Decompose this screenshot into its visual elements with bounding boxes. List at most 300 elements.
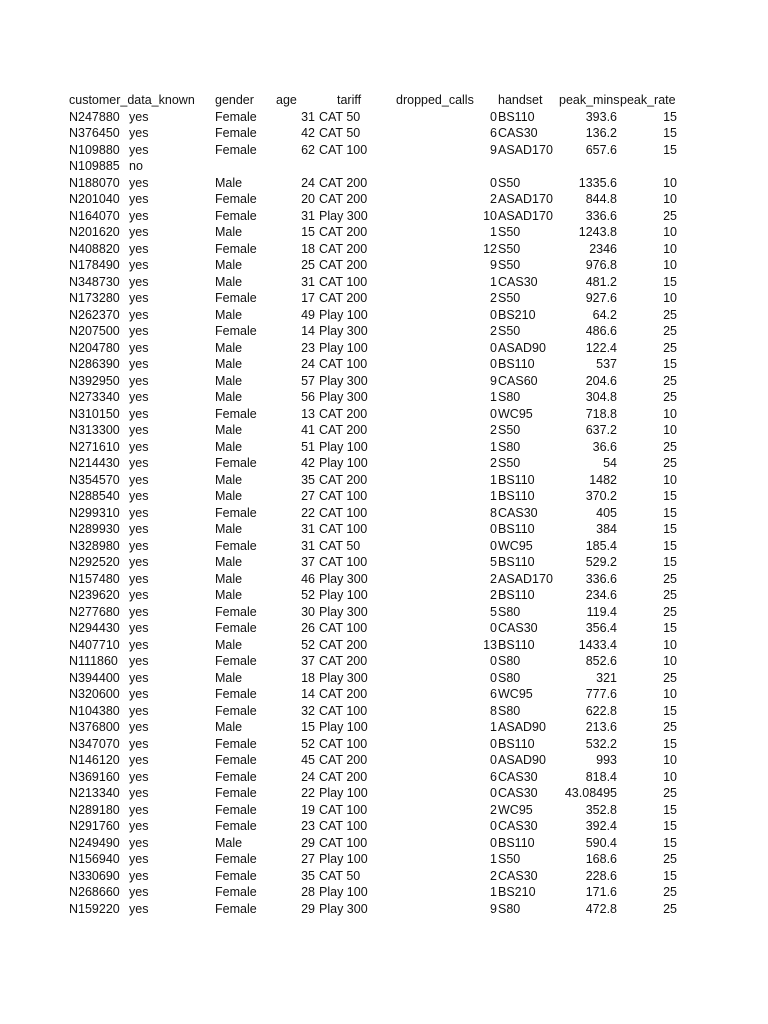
cell-peak-mins: 852.6 xyxy=(585,654,617,668)
cell-peak-mins: 818.4 xyxy=(585,769,617,784)
cell-tariff: CAT 200 xyxy=(319,753,368,767)
table-row xyxy=(0,406,768,423)
cell-data-known: yes xyxy=(129,126,149,140)
cell-data-known: yes xyxy=(129,324,149,338)
cell-peak-rate: 15 xyxy=(663,555,677,569)
cell-tariff: CAT 100 xyxy=(319,357,368,371)
cell-dropped-calls: 2 xyxy=(490,571,497,586)
table-row xyxy=(0,884,768,901)
cell-dropped-calls: 1 xyxy=(490,489,497,503)
cell-peak-mins: 993 xyxy=(596,753,617,767)
cell-dropped-calls: 6 xyxy=(490,126,497,140)
cell-gender: Female xyxy=(215,654,257,668)
cell-peak-mins: 622.8 xyxy=(585,703,617,718)
cell-gender: Female xyxy=(215,324,257,338)
cell-data-known: yes xyxy=(129,621,149,635)
cell-peak-mins: 1482 xyxy=(589,472,617,487)
cell-data-known: yes xyxy=(129,885,149,899)
cell-dropped-calls: 2 xyxy=(490,802,497,817)
cell-dropped-calls: 2 xyxy=(490,423,497,437)
cell-gender: Male xyxy=(215,670,243,685)
cell-gender: Male xyxy=(215,637,243,652)
cell-handset: S80 xyxy=(498,604,521,619)
cell-handset: S80 xyxy=(498,654,521,668)
cell-gender: Female xyxy=(215,406,257,421)
cell-customer-id: N111860 xyxy=(69,654,118,668)
cell-peak-rate: 25 xyxy=(663,885,677,899)
cell-tariff: CAT 100 xyxy=(319,736,368,751)
cell-peak-mins: 43.08495 xyxy=(564,786,617,800)
cell-gender: Female xyxy=(215,505,257,520)
cell-customer-id: N330690 xyxy=(69,868,120,883)
cell-dropped-calls: 5 xyxy=(490,555,497,569)
cell-dropped-calls: 0 xyxy=(490,670,497,685)
cell-peak-rate: 15 xyxy=(663,274,677,289)
cell-customer-id: N188070 xyxy=(69,175,120,190)
cell-peak-rate: 25 xyxy=(663,720,677,734)
cell-dropped-calls: 0 xyxy=(490,522,497,536)
table-row xyxy=(0,224,768,241)
cell-dropped-calls: 0 xyxy=(490,621,497,635)
cell-tariff: CAT 200 xyxy=(319,192,368,206)
cell-peak-rate: 10 xyxy=(663,175,677,190)
cell-dropped-calls: 2 xyxy=(490,588,497,602)
cell-peak-mins: 529.2 xyxy=(585,555,617,569)
cell-dropped-calls: 9 xyxy=(490,373,497,388)
cell-dropped-calls: 1 xyxy=(490,274,497,289)
cell-peak-mins: 486.6 xyxy=(585,324,617,338)
table-row xyxy=(0,422,768,439)
cell-tariff: CAT 100 xyxy=(319,555,368,569)
cell-gender: Male xyxy=(215,340,243,355)
cell-tariff: CAT 100 xyxy=(319,835,368,850)
cell-customer-id: N268660 xyxy=(69,885,120,899)
cell-age: 31 xyxy=(301,522,315,536)
cell-handset: S50 xyxy=(498,423,521,437)
cell-age: 29 xyxy=(301,901,315,916)
cell-handset: CAS30 xyxy=(498,621,538,635)
cell-peak-mins: 54 xyxy=(603,456,617,470)
cell-handset: WC95 xyxy=(498,687,533,701)
cell-handset: S50 xyxy=(498,241,521,256)
cell-tariff: Play 300 xyxy=(319,901,368,916)
cell-data-known: yes xyxy=(129,786,149,800)
cell-dropped-calls: 2 xyxy=(490,456,497,470)
cell-dropped-calls: 0 xyxy=(490,819,497,833)
cell-gender: Female xyxy=(215,868,257,883)
cell-data-known: yes xyxy=(129,456,149,470)
cell-gender: Female xyxy=(215,604,257,619)
cell-handset: CAS30 xyxy=(498,819,538,833)
cell-tariff: CAT 200 xyxy=(319,654,368,668)
cell-customer-id: N288540 xyxy=(69,489,120,503)
cell-tariff: Play 100 xyxy=(319,720,368,734)
cell-handset: CAS30 xyxy=(498,126,538,140)
cell-data-known: yes xyxy=(129,472,149,487)
cell-data-known: yes xyxy=(129,142,149,157)
cell-peak-rate: 10 xyxy=(663,225,677,239)
cell-handset: CAS30 xyxy=(498,769,538,784)
cell-data-known: yes xyxy=(129,604,149,619)
cell-peak-rate: 25 xyxy=(663,852,677,866)
header-tariff: tariff xyxy=(337,93,362,107)
cell-customer-id: N277680 xyxy=(69,604,120,619)
cell-peak-rate: 15 xyxy=(663,703,677,718)
cell-peak-mins: 718.8 xyxy=(585,406,617,421)
cell-data-known: yes xyxy=(129,505,149,520)
cell-age: 13 xyxy=(301,406,315,421)
cell-age: 31 xyxy=(301,208,315,223)
table-row xyxy=(0,587,768,604)
cell-customer-id: N294430 xyxy=(69,621,120,635)
cell-tariff: Play 100 xyxy=(319,852,368,866)
cell-age: 49 xyxy=(301,307,315,322)
table-row xyxy=(0,389,768,406)
cell-tariff: CAT 50 xyxy=(319,109,361,124)
cell-gender: Male xyxy=(215,357,243,371)
cell-customer-id: N262370 xyxy=(69,307,120,322)
cell-customer-id: N109880 xyxy=(69,142,120,157)
table-row xyxy=(0,901,768,918)
cell-tariff: CAT 200 xyxy=(319,225,368,239)
cell-age: 31 xyxy=(301,274,315,289)
cell-age: 35 xyxy=(301,868,315,883)
cell-peak-mins: 321 xyxy=(596,670,617,685)
cell-age: 25 xyxy=(301,258,315,272)
cell-handset: BS210 xyxy=(498,885,536,899)
cell-tariff: CAT 200 xyxy=(319,687,368,701)
cell-handset: S50 xyxy=(498,456,521,470)
cell-handset: CAS30 xyxy=(498,505,538,520)
cell-peak-mins: 234.6 xyxy=(585,588,617,602)
cell-gender: Male xyxy=(215,390,243,404)
cell-peak-rate: 10 xyxy=(663,406,677,421)
cell-data-known: yes xyxy=(129,654,149,668)
cell-gender: Female xyxy=(215,802,257,817)
cell-customer-id: N157480 xyxy=(69,571,120,586)
cell-age: 37 xyxy=(301,654,315,668)
table-row xyxy=(0,719,768,736)
table-row xyxy=(0,538,768,555)
cell-tariff: CAT 200 xyxy=(319,406,368,421)
cell-tariff: CAT 100 xyxy=(319,274,368,289)
cell-data-known: yes xyxy=(129,307,149,322)
cell-tariff: Play 300 xyxy=(319,670,368,685)
cell-dropped-calls: 1 xyxy=(490,852,497,866)
cell-gender: Female xyxy=(215,126,257,140)
cell-handset: BS110 xyxy=(498,835,535,850)
cell-gender: Female xyxy=(215,208,257,223)
cell-peak-mins: 657.6 xyxy=(585,142,617,157)
cell-gender: Female xyxy=(215,736,257,751)
cell-handset: S50 xyxy=(498,225,521,239)
table-row xyxy=(0,307,768,324)
cell-age: 52 xyxy=(301,588,315,602)
cell-dropped-calls: 2 xyxy=(490,192,497,206)
cell-dropped-calls: 8 xyxy=(490,703,497,718)
cell-tariff: Play 100 xyxy=(319,307,368,322)
cell-data-known: yes xyxy=(129,703,149,718)
table-row xyxy=(0,472,768,489)
cell-data-known: yes xyxy=(129,423,149,437)
cell-tariff: Play 100 xyxy=(319,885,368,899)
cell-tariff: CAT 200 xyxy=(319,241,368,256)
cell-peak-rate: 15 xyxy=(663,142,677,157)
cell-peak-mins: 304.8 xyxy=(585,390,617,404)
cell-tariff: CAT 100 xyxy=(319,142,368,157)
cell-peak-mins: 392.4 xyxy=(585,819,617,833)
cell-dropped-calls: 0 xyxy=(490,109,497,124)
cell-tariff: CAT 50 xyxy=(319,126,361,140)
cell-data-known: yes xyxy=(129,819,149,833)
cell-dropped-calls: 12 xyxy=(483,241,497,256)
cell-dropped-calls: 0 xyxy=(490,786,497,800)
cell-peak-mins: 472.8 xyxy=(585,901,617,916)
cell-age: 26 xyxy=(301,621,315,635)
cell-dropped-calls: 6 xyxy=(490,687,497,701)
cell-peak-mins: 393.6 xyxy=(585,109,617,124)
cell-handset: S80 xyxy=(498,901,521,916)
table-row xyxy=(0,620,768,637)
cell-data-known: yes xyxy=(129,555,149,569)
cell-age: 18 xyxy=(301,241,315,256)
cell-peak-rate: 25 xyxy=(663,786,677,800)
cell-tariff: CAT 100 xyxy=(319,489,368,503)
cell-gender: Female xyxy=(215,291,257,305)
cell-dropped-calls: 10 xyxy=(483,208,497,223)
cell-peak-rate: 15 xyxy=(663,489,677,503)
table-row xyxy=(0,571,768,588)
cell-peak-rate: 25 xyxy=(663,340,677,355)
cell-dropped-calls: 0 xyxy=(490,654,497,668)
cell-customer-id: N328980 xyxy=(69,538,120,553)
cell-age: 29 xyxy=(301,835,315,850)
cell-customer-id: N201620 xyxy=(69,225,120,239)
table-row xyxy=(0,241,768,258)
data-sheet xyxy=(0,92,768,917)
cell-data-known: yes xyxy=(129,588,149,602)
cell-age: 27 xyxy=(301,852,315,866)
cell-gender: Female xyxy=(215,142,257,157)
cell-data-known: yes xyxy=(129,291,149,305)
cell-dropped-calls: 1 xyxy=(490,472,497,487)
cell-peak-mins: 356.4 xyxy=(585,621,617,635)
cell-data-known: yes xyxy=(129,802,149,817)
cell-dropped-calls: 0 xyxy=(490,753,497,767)
cell-customer-id: N292520 xyxy=(69,555,120,569)
cell-handset: BS110 xyxy=(498,588,535,602)
cell-data-known: yes xyxy=(129,687,149,701)
cell-dropped-calls: 0 xyxy=(490,835,497,850)
cell-handset: ASAD90 xyxy=(498,720,546,734)
cell-customer-id: N249490 xyxy=(69,835,120,850)
cell-peak-mins: 532.2 xyxy=(585,736,617,751)
cell-tariff: CAT 200 xyxy=(319,769,368,784)
cell-handset: WC95 xyxy=(498,802,533,817)
cell-peak-rate: 25 xyxy=(663,571,677,586)
cell-handset: BS210 xyxy=(498,307,536,322)
table-row xyxy=(0,851,768,868)
cell-handset: BS110 xyxy=(498,472,535,487)
cell-dropped-calls: 5 xyxy=(490,604,497,619)
table-row xyxy=(0,125,768,142)
cell-peak-rate: 10 xyxy=(663,423,677,437)
cell-tariff: Play 300 xyxy=(319,571,368,586)
cell-gender: Female xyxy=(215,241,257,256)
cell-customer-id: N146120 xyxy=(69,753,120,767)
cell-customer-id: N408820 xyxy=(69,241,120,256)
cell-handset: S80 xyxy=(498,390,521,404)
cell-age: 14 xyxy=(301,687,315,701)
cell-gender: Female xyxy=(215,687,257,701)
table-row xyxy=(0,670,768,687)
cell-age: 15 xyxy=(301,225,315,239)
cell-data-known: yes xyxy=(129,175,149,190)
cell-peak-rate: 25 xyxy=(663,604,677,619)
table-row xyxy=(0,752,768,769)
cell-age: 56 xyxy=(301,390,315,404)
cell-gender: Female xyxy=(215,819,257,833)
cell-customer-id: N213340 xyxy=(69,786,120,800)
cell-peak-mins: 844.8 xyxy=(585,192,617,206)
cell-handset: CAS30 xyxy=(498,274,538,289)
cell-data-known: yes xyxy=(129,439,149,454)
table-row xyxy=(0,521,768,538)
cell-customer-id: N214430 xyxy=(69,456,120,470)
table-row xyxy=(0,175,768,192)
cell-handset: S50 xyxy=(498,291,521,305)
cell-data-known: yes xyxy=(129,109,149,124)
cell-peak-rate: 15 xyxy=(663,802,677,817)
cell-tariff: CAT 100 xyxy=(319,522,368,536)
cell-customer-id: N392950 xyxy=(69,373,120,388)
cell-data-known: yes xyxy=(129,769,149,784)
table-row xyxy=(0,109,768,126)
cell-peak-rate: 10 xyxy=(663,769,677,784)
cell-age: 27 xyxy=(301,489,315,503)
cell-data-known: yes xyxy=(129,670,149,685)
cell-gender: Male xyxy=(215,423,243,437)
header-dropped-calls: dropped_calls xyxy=(396,93,474,107)
table-row xyxy=(0,505,768,522)
cell-handset: BS110 xyxy=(498,736,535,751)
table-row xyxy=(0,257,768,274)
cell-data-known: yes xyxy=(129,753,149,767)
cell-age: 52 xyxy=(301,637,315,652)
cell-gender: Male xyxy=(215,175,243,190)
cell-peak-mins: 927.6 xyxy=(585,291,617,305)
table-body xyxy=(0,109,768,918)
cell-peak-mins: 352.8 xyxy=(585,802,617,817)
cell-data-known: yes xyxy=(129,720,149,734)
cell-tariff: CAT 200 xyxy=(319,472,368,487)
cell-peak-mins: 370.2 xyxy=(585,489,617,503)
cell-data-known: yes xyxy=(129,852,149,866)
cell-peak-mins: 64.2 xyxy=(592,307,617,322)
cell-tariff: Play 100 xyxy=(319,786,368,800)
table-row xyxy=(0,290,768,307)
cell-customer-id: N347070 xyxy=(69,736,120,751)
cell-peak-rate: 10 xyxy=(663,472,677,487)
cell-customer-id: N173280 xyxy=(69,291,120,305)
cell-gender: Male xyxy=(215,720,243,734)
table-row xyxy=(0,802,768,819)
cell-age: 23 xyxy=(301,340,315,355)
cell-tariff: CAT 100 xyxy=(319,819,368,833)
table-row xyxy=(0,868,768,885)
cell-dropped-calls: 1 xyxy=(490,885,497,899)
table-row xyxy=(0,455,768,472)
header-row xyxy=(0,92,768,109)
cell-tariff: Play 100 xyxy=(319,456,368,470)
table-row xyxy=(0,356,768,373)
cell-customer-id: N313300 xyxy=(69,423,120,437)
table-row xyxy=(0,835,768,852)
cell-gender: Female xyxy=(215,901,257,916)
cell-customer-id: N299310 xyxy=(69,505,120,520)
cell-handset: BS110 xyxy=(498,109,535,124)
cell-peak-rate: 15 xyxy=(663,357,677,371)
cell-customer-id: N156940 xyxy=(69,852,120,866)
cell-customer-id: N204780 xyxy=(69,340,120,355)
cell-peak-mins: 213.6 xyxy=(585,720,617,734)
cell-age: 24 xyxy=(301,769,315,784)
table-row xyxy=(0,818,768,835)
cell-age: 32 xyxy=(301,703,315,718)
header-peak-mins: peak_mins xyxy=(559,93,620,107)
cell-peak-rate: 10 xyxy=(663,291,677,305)
cell-gender: Male xyxy=(215,588,243,602)
cell-data-known: yes xyxy=(129,192,149,206)
cell-dropped-calls: 9 xyxy=(490,901,497,916)
cell-handset: S50 xyxy=(498,852,521,866)
cell-age: 35 xyxy=(301,472,315,487)
cell-peak-mins: 777.6 xyxy=(585,687,617,701)
cell-tariff: CAT 100 xyxy=(319,505,368,520)
cell-tariff: CAT 50 xyxy=(319,868,361,883)
cell-handset: ASAD170 xyxy=(498,571,553,586)
cell-dropped-calls: 13 xyxy=(483,637,497,652)
header-handset: handset xyxy=(498,93,543,107)
cell-tariff: CAT 200 xyxy=(319,423,368,437)
cell-peak-rate: 15 xyxy=(663,538,677,553)
table-row xyxy=(0,274,768,291)
table-row xyxy=(0,637,768,654)
cell-age: 46 xyxy=(301,571,315,586)
cell-handset: S80 xyxy=(498,670,521,685)
cell-tariff: Play 100 xyxy=(319,588,368,602)
cell-age: 31 xyxy=(301,109,315,124)
cell-handset: S80 xyxy=(498,439,521,454)
cell-gender: Male xyxy=(215,472,243,487)
cell-tariff: CAT 200 xyxy=(319,291,368,305)
cell-customer-id: N369160 xyxy=(69,769,120,784)
cell-tariff: Play 100 xyxy=(319,439,368,454)
cell-dropped-calls: 0 xyxy=(490,340,497,355)
cell-dropped-calls: 1 xyxy=(490,390,497,404)
cell-handset: ASAD170 xyxy=(498,208,553,223)
cell-peak-rate: 25 xyxy=(663,456,677,470)
cell-tariff: CAT 100 xyxy=(319,802,368,817)
cell-peak-rate: 25 xyxy=(663,208,677,223)
cell-peak-rate: 25 xyxy=(663,373,677,388)
cell-handset: S50 xyxy=(498,258,521,272)
cell-customer-id: N376450 xyxy=(69,126,120,140)
header-age: age xyxy=(276,93,297,107)
cell-tariff: Play 300 xyxy=(319,324,368,338)
table-row xyxy=(0,488,768,505)
cell-peak-rate: 10 xyxy=(663,241,677,256)
